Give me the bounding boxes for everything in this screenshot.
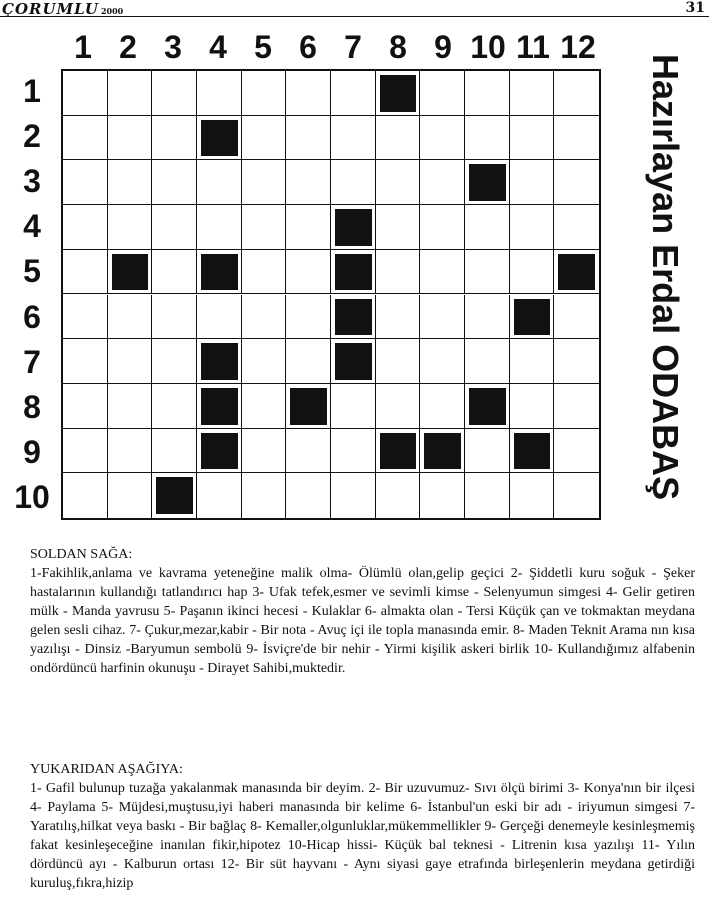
grid-cell[interactable]: [420, 250, 465, 295]
grid-cell[interactable]: [420, 473, 465, 518]
grid-cell[interactable]: [197, 160, 242, 205]
grid-cell[interactable]: [242, 295, 287, 340]
author-text: Hazırlayan Erdal ODABAŞ: [645, 54, 686, 501]
grid-cell[interactable]: [197, 295, 242, 340]
column-number: 5: [254, 29, 272, 65]
grid-cell[interactable]: [465, 429, 510, 474]
grid-cell[interactable]: [554, 295, 599, 340]
column-number: 10: [470, 29, 506, 65]
row-number: 2: [23, 118, 41, 155]
magazine-year: 2000: [100, 6, 124, 16]
black-cell: [201, 343, 238, 380]
grid-cell[interactable]: [63, 160, 108, 205]
black-cell: [156, 477, 193, 514]
grid-cell[interactable]: [286, 339, 331, 384]
grid-cell[interactable]: [331, 160, 376, 205]
grid-cell[interactable]: [376, 250, 421, 295]
grid-cell[interactable]: [63, 473, 108, 518]
black-cell: [335, 254, 372, 291]
grid-cell[interactable]: [331, 384, 376, 429]
column-number: 1: [74, 29, 92, 65]
black-cell: [514, 299, 551, 336]
grid-cell[interactable]: [152, 429, 197, 474]
across-clues: [30, 545, 695, 678]
grid-cell[interactable]: [420, 71, 465, 116]
magazine-title: ÇORUMLU 2000: [2, 0, 124, 18]
page-header: [0, 0, 709, 18]
grid-cell[interactable]: [376, 116, 421, 161]
grid-cell[interactable]: [242, 384, 287, 429]
grid-cell[interactable]: [63, 339, 108, 384]
grid-cell[interactable]: [510, 71, 555, 116]
grid-cell[interactable]: [108, 295, 153, 340]
grid-cell[interactable]: [420, 160, 465, 205]
grid-cell[interactable]: [152, 250, 197, 295]
black-cell: [380, 433, 417, 470]
grid-cell[interactable]: [108, 473, 153, 518]
grid-cell[interactable]: [420, 339, 465, 384]
grid-cell[interactable]: [152, 295, 197, 340]
grid-cell[interactable]: [510, 116, 555, 161]
grid-cell[interactable]: [510, 473, 555, 518]
grid-cell[interactable]: [242, 429, 287, 474]
grid-cell[interactable]: [197, 473, 242, 518]
grid-cell[interactable]: [63, 295, 108, 340]
grid-cell[interactable]: [108, 384, 153, 429]
grid-cell[interactable]: [63, 116, 108, 161]
crossword-grid: [61, 69, 601, 520]
black-cell: [201, 433, 238, 470]
down-clues: [30, 760, 695, 893]
grid-cell[interactable]: [242, 116, 287, 161]
black-cell: [335, 343, 372, 380]
grid-cell[interactable]: [420, 205, 465, 250]
grid-cell[interactable]: [376, 384, 421, 429]
column-number: 9: [434, 29, 452, 65]
column-number: 4: [209, 29, 227, 65]
grid-cell[interactable]: [376, 295, 421, 340]
black-cell: [558, 254, 595, 291]
row-number: 9: [23, 433, 41, 470]
grid-cell[interactable]: [108, 160, 153, 205]
grid-cell[interactable]: [152, 160, 197, 205]
grid-cell[interactable]: [554, 116, 599, 161]
grid-cell[interactable]: [197, 71, 242, 116]
grid-cell[interactable]: [152, 116, 197, 161]
black-cell: [335, 299, 372, 336]
row-number: 8: [23, 388, 41, 425]
grid-cell[interactable]: [465, 339, 510, 384]
row-number: 3: [23, 163, 41, 200]
grid-cell[interactable]: [465, 71, 510, 116]
header-rule: [0, 16, 709, 17]
grid-cell[interactable]: [286, 116, 331, 161]
row-number: 4: [23, 208, 41, 245]
grid-cell[interactable]: [554, 384, 599, 429]
grid-cell[interactable]: [286, 71, 331, 116]
grid-cell[interactable]: [554, 160, 599, 205]
grid-cell[interactable]: [108, 71, 153, 116]
row-number: 10: [14, 478, 50, 515]
grid-cell[interactable]: [420, 384, 465, 429]
grid-cell[interactable]: [376, 160, 421, 205]
grid-cell[interactable]: [286, 473, 331, 518]
grid-cell[interactable]: [510, 250, 555, 295]
black-cell: [469, 164, 506, 201]
black-cell: [112, 254, 149, 291]
grid-cell[interactable]: [376, 473, 421, 518]
grid-cell[interactable]: [554, 71, 599, 116]
grid-cell[interactable]: [63, 250, 108, 295]
grid-cell[interactable]: [420, 295, 465, 340]
page-number: 31: [685, 0, 705, 16]
grid-cell[interactable]: [554, 429, 599, 474]
black-cell: [380, 75, 417, 112]
across-heading: SOLDAN SAĞA:: [30, 547, 133, 562]
across-text: 1-Fakihlik,anlama ve kavrama yeteneğine malik olma- Ölümlü olan,gelip geçici 2- Şiddetli kuru soğuk - Şeker hastalarının kullandığı tatlandırıcı hap 3- Ufak tefek,esmer ve sevimli kimse - Selenyumun simgesi 4- Gelir getiren mülk - Manda yavrusu 5- Paşanın ikinci hecesi - Kulaklar 6- almakta olan - Tersi Küçük çan ve tokmaktan meydana gelen sesli cihaz. 7- Çukur,mezar,kabir - Bir nota - Avuç içi ile topla manasında emir. 8- Maden Teknit Arama nın kısa yazılışı - Dinsiz -Baryumun sembolü 9- İsviçre'de bir nehir - Yirmi kişilik askeri birlik 10- Kullandığımız alfabenin ondördüncü harfinin okunuşu - Dirayet Sahibi,muktedir.: [30, 566, 695, 676]
grid-cell[interactable]: [510, 384, 555, 429]
grid-cell[interactable]: [331, 116, 376, 161]
grid-cell[interactable]: [242, 205, 287, 250]
grid-cell[interactable]: [286, 205, 331, 250]
row-number: 6: [23, 298, 41, 335]
grid-cell[interactable]: [197, 205, 242, 250]
grid-cell[interactable]: [286, 250, 331, 295]
author-credit: [642, 54, 688, 500]
black-cell: [469, 388, 506, 425]
grid-cell[interactable]: [108, 116, 153, 161]
grid-cell[interactable]: [465, 250, 510, 295]
grid-cell[interactable]: [420, 116, 465, 161]
grid-cell[interactable]: [242, 473, 287, 518]
black-cell: [335, 209, 372, 246]
grid-cell[interactable]: [554, 339, 599, 384]
grid-cell[interactable]: [152, 205, 197, 250]
grid-cell[interactable]: [465, 295, 510, 340]
black-cell: [201, 254, 238, 291]
grid-cell[interactable]: [286, 429, 331, 474]
row-number: 7: [23, 343, 41, 380]
black-cell: [514, 433, 551, 470]
grid-cell[interactable]: [465, 116, 510, 161]
grid-cell[interactable]: [108, 429, 153, 474]
row-number: 5: [23, 253, 41, 290]
row-number: 1: [23, 73, 41, 109]
black-cell: [201, 120, 238, 157]
column-number: 12: [560, 29, 596, 65]
grid-cell[interactable]: [63, 429, 108, 474]
grid-cell[interactable]: [242, 339, 287, 384]
grid-cell[interactable]: [465, 473, 510, 518]
grid-cell[interactable]: [510, 205, 555, 250]
down-heading: YUKARIDAN AŞAĞIYA:: [30, 762, 183, 777]
grid-cell[interactable]: [286, 160, 331, 205]
down-text: 1- Gafil bulunup tuzağa yakalanmak manasında bir deyim. 2- Bir uzuvumuz- Sıvı ölçü birimi 3- Konya'nın bir ilçesi 4- Paylama 5- Müjdesi,muştusu,iyi haberi manasında bir kelime 6- İstanbul'un eski bir adı - iriyumun simgesi 7- Yaratılış,hilkat veya baskı - Bir bağlaç 8- Kemaller,olgunluklar,mükemmellikler 9- Gerçeği denemeyle kesinleşmemiş fakat kesinleşeceğine inanılan fikir,hipotez 10-Hicap hissi- Küçük bal teknesi - Litrenin kısa yazılışı 11- Yılın dördüncü ayı - Kalburun ortası 12- Bir süt hayvanı - Aynı siyasi gaye etrafında birleşenlerin meydana getirdiği kuruluş,fıkra,hizip: [30, 781, 695, 891]
column-number: 3: [164, 29, 182, 65]
grid-cell[interactable]: [554, 205, 599, 250]
grid-cell[interactable]: [465, 205, 510, 250]
black-cell: [424, 433, 461, 470]
column-number: 11: [516, 29, 550, 65]
column-number: 2: [119, 29, 137, 65]
black-cell: [201, 388, 238, 425]
grid-cell[interactable]: [376, 205, 421, 250]
grid-cell[interactable]: [152, 71, 197, 116]
column-number: 6: [299, 29, 317, 65]
grid-cell[interactable]: [331, 473, 376, 518]
grid-cell[interactable]: [63, 71, 108, 116]
grid-cell[interactable]: [63, 205, 108, 250]
grid-cell[interactable]: [510, 160, 555, 205]
grid-cell[interactable]: [242, 160, 287, 205]
grid-cell[interactable]: [108, 205, 153, 250]
grid-cell[interactable]: [331, 71, 376, 116]
grid-cell[interactable]: [108, 339, 153, 384]
grid-cell[interactable]: [376, 339, 421, 384]
grid-cell[interactable]: [63, 384, 108, 429]
grid-cell[interactable]: [286, 295, 331, 340]
grid-cell[interactable]: [152, 339, 197, 384]
grid-cell[interactable]: [554, 473, 599, 518]
column-number: 8: [389, 29, 407, 65]
grid-cell[interactable]: [331, 429, 376, 474]
column-number: 7: [344, 29, 362, 65]
grid-cell[interactable]: [242, 250, 287, 295]
grid-cell[interactable]: [152, 384, 197, 429]
grid-cell[interactable]: [242, 71, 287, 116]
black-cell: [290, 388, 327, 425]
grid-cell[interactable]: [510, 339, 555, 384]
